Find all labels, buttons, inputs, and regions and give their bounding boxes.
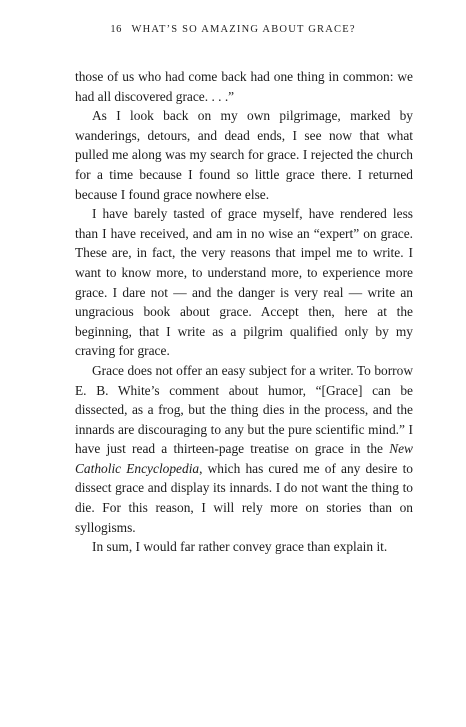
paragraph-easy-subject <box>75 361 413 537</box>
encyclopedia-title: New Catholic Encyclopedia <box>75 441 413 476</box>
page-number: 16 <box>110 24 122 35</box>
paragraph-pilgrimage: As I look back on my own pilgrimage, marked by wanderings, detours, and dead ends, I see now that what pulled me along was my search for grace. I rejected the church for a time because I found so little grace there. I returned because I found grace nowhere else. <box>75 108 413 202</box>
running-title: WHAT’S SO AMAZING ABOUT GRACE? <box>131 24 356 35</box>
paragraph-continuation: those of us who had come back had one thing in common: we had all discovered grace. . . .” <box>75 69 413 104</box>
paragraph-text-after: , which has cured me of any desire to dissect grace and display its innards. I do not want the thing to die. For this reason, I will rely more on stories than on syllogisms. <box>75 460 413 535</box>
paragraph-in-sum: In sum, I would far rather convey grace than explain it. <box>92 539 388 555</box>
paragraph-tasted-grace: I have barely tasted of grace myself, have rendered less than I have received, and am in no wise an “expert” on grace. These are, in fact, the very reasons that impel me to write. I want to know more, to understand more, to experience more grace. I dare not — and the danger is very real — write an ungracious book about grace. Accept then, here at the beginning, that I write as a pilgrim qualified only by my craving for grace. <box>75 206 413 359</box>
paragraph-text-before: Grace does not offer an easy subject for a writer. To borrow E. B. White’s comment about humor, “[Grace] can be dissected, as a frog, but the thing dies in the process, and the innards are discouraging to any but the pure scientific mind.” I have just read a thirteen-page treatise on grace in the <box>75 362 413 457</box>
body-text <box>75 67 413 557</box>
running-head <box>0 24 466 35</box>
